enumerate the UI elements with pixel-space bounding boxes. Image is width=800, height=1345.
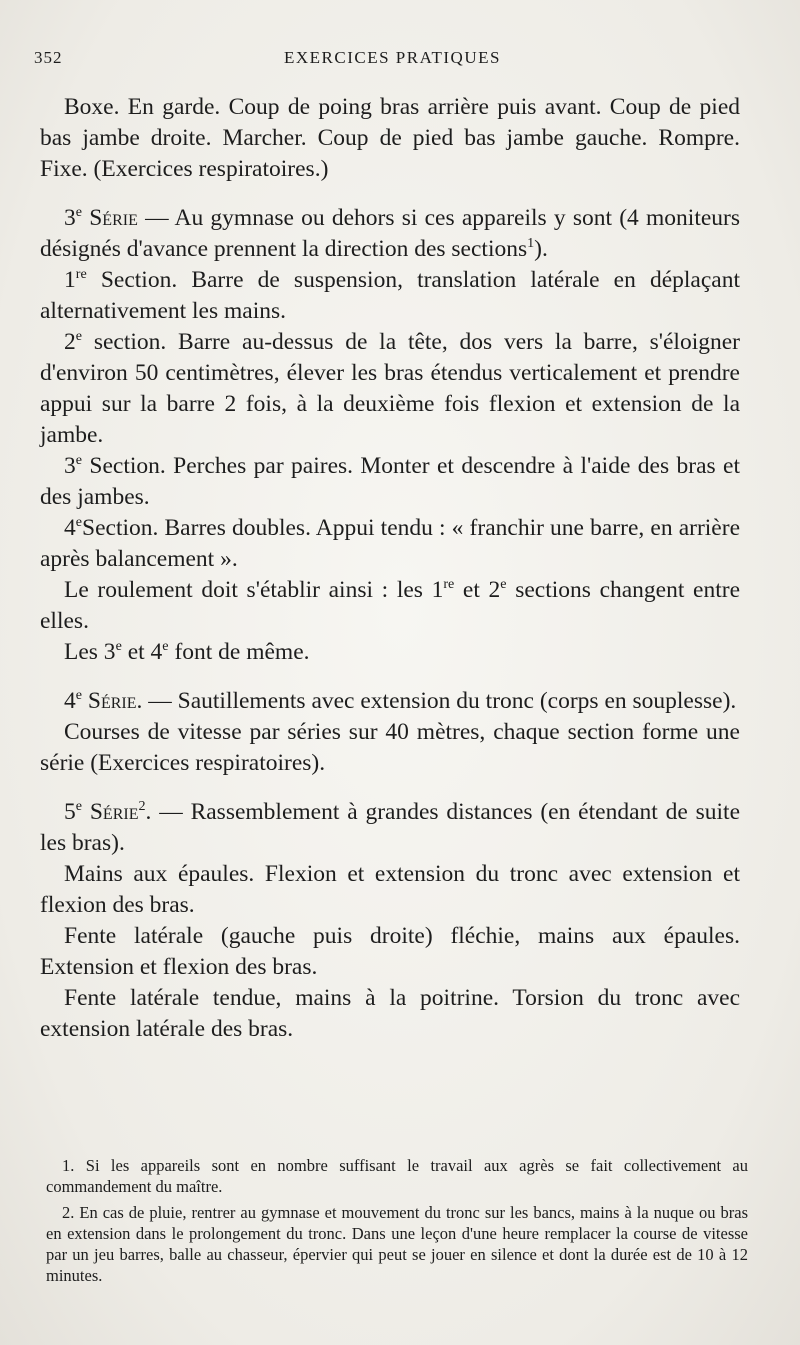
ordinal-suffix: re bbox=[75, 266, 87, 283]
paragraph-text: et 4 bbox=[121, 639, 163, 665]
paragraph-text: Section. Barres doubles. Appui tendu : « franchir une barre, en arrière après balancement ». bbox=[40, 515, 740, 572]
paragraph-roulement bbox=[40, 575, 740, 637]
paragraph-serie-4 bbox=[40, 686, 740, 717]
paragraph-text: — Sautillements avec extension du tronc (corps en souplesse). bbox=[142, 688, 737, 714]
paragraph-mains-epaules: Mains aux épaules. Flexion et extension du tronc avec extension et flexion des bras. bbox=[40, 861, 740, 918]
paragraph-text: Section. Perches par paires. Monter et descendre à l'aide des bras et des jambes. bbox=[40, 453, 740, 510]
footnote-1: 1. Si les appareils sont en nombre suffisant le travail aux agrès se fait collectivement au commandement du maître. bbox=[46, 1156, 748, 1196]
ordinal-suffix: e bbox=[115, 638, 122, 655]
paragraph-text: section. Barre au-dessus de la tête, dos vers la barre, s'éloigner d'environ 50 centimètres, élever les bras étendus verticalement et prendre appui sur la barre 2 fois, à la deuxième fois flexion et extension de la jambe. bbox=[40, 329, 740, 448]
paragraph-courses: Courses de vitesse par séries sur 40 mètres, chaque section forme une série (Exercices respiratoires). bbox=[40, 719, 740, 776]
section-number: 3 bbox=[64, 453, 76, 479]
paragraph-section-4 bbox=[40, 513, 740, 575]
footnote-ref-2: 2 bbox=[138, 798, 146, 815]
ordinal-suffix: e bbox=[75, 328, 83, 345]
ordinal-suffix: e bbox=[75, 452, 83, 469]
paragraph-text: . — Rassemblement à grandes distances (en étendant de suite les bras). bbox=[40, 799, 741, 856]
paragraph-boxe: Boxe. En garde. Coup de poing bras arrière puis avant. Coup de pied bas jambe droite. Marcher. Coup de pied bas jambe gauche. Rompre. Fixe. (Exercices respiratoires.) bbox=[40, 94, 740, 182]
paragraph-text: sections changent entre elles. bbox=[40, 577, 740, 634]
footnote-2: 2. En cas de pluie, rentrer au gymnase et mouvement du tronc sur les bancs, mains à la nuque ou bras en extension dans le prolongement du tronc. Dans une leçon d'une heure remplacer la course de vitesse par un jeu barres, balle au chasseur, épervier qui peut se jouer en silence et dont la durée est de 10 à 12 minutes. bbox=[46, 1203, 748, 1285]
ordinal-suffix: e bbox=[75, 687, 83, 704]
ordinal-suffix: e bbox=[500, 576, 507, 593]
ordinal-suffix: e bbox=[75, 514, 83, 531]
main-text bbox=[40, 92, 740, 1045]
paragraph-section-2 bbox=[40, 327, 740, 451]
paragraph-section-3 bbox=[40, 451, 740, 513]
ordinal-suffix: e bbox=[75, 798, 83, 815]
paragraph-text: font de même. bbox=[168, 639, 310, 665]
page-header bbox=[34, 48, 740, 74]
section-number: 1 bbox=[64, 267, 76, 293]
serie-number: 5 bbox=[64, 799, 76, 825]
serie-number: 3 bbox=[64, 205, 76, 231]
serie-number: 4 bbox=[64, 688, 76, 714]
footnote-ref-1: 1 bbox=[527, 235, 535, 252]
paragraph-text: Les 3 bbox=[64, 639, 116, 665]
paragraph-text: — Au gymnase ou dehors si ces appareils y sont (4 moniteurs désignés d'avance prennent la direction des sections bbox=[40, 205, 740, 262]
paragraph-serie-5 bbox=[40, 797, 740, 859]
paragraph-meme bbox=[40, 637, 740, 668]
section-number: 4 bbox=[64, 515, 76, 541]
serie-label: Série bbox=[89, 799, 139, 825]
serie-label: Série bbox=[89, 205, 138, 231]
paragraph-text: Le roulement doit s'établir ainsi : les 1 bbox=[64, 577, 444, 603]
running-title: EXERCICES PRATIQUES bbox=[284, 48, 501, 67]
paragraph-section-1 bbox=[40, 265, 740, 327]
paragraph-serie-3 bbox=[40, 203, 740, 265]
footnotes bbox=[46, 1155, 748, 1291]
paragraph-text: Section. Barre de suspension, translation latérale en déplaçant alternativement les mains. bbox=[40, 267, 740, 324]
paragraph-text: et 2 bbox=[454, 577, 501, 603]
paragraph-end: ). bbox=[534, 236, 548, 262]
page-number: 352 bbox=[34, 48, 63, 67]
ordinal-suffix: re bbox=[443, 576, 455, 593]
serie-label: Série. bbox=[87, 688, 143, 714]
paragraph-fente-flechie: Fente latérale (gauche puis droite) fléchie, mains aux épaules. Extension et flexion des bras. bbox=[40, 923, 740, 980]
paragraph-fente-tendue: Fente latérale tendue, mains à la poitrine. Torsion du tronc avec extension latérale des bras. bbox=[40, 985, 740, 1042]
ordinal-suffix: e bbox=[75, 204, 83, 221]
section-number: 2 bbox=[64, 329, 76, 355]
ordinal-suffix: e bbox=[162, 638, 169, 655]
